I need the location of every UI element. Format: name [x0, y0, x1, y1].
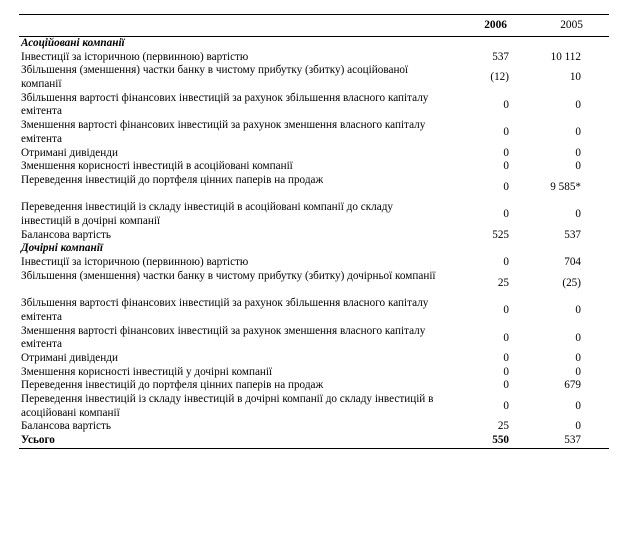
value-2006: 0: [503, 146, 509, 159]
value-2005: 0: [575, 304, 581, 317]
value-2006: 537: [492, 50, 509, 63]
row-label: Зменшення вартості фінансових інвестицій за рахунок зменшення власного капіталу емітента: [21, 324, 426, 351]
row-label: Збільшення (зменшення) частки банку в чистому прибутку (збитку) дочірньої компанії: [21, 269, 436, 282]
row-label: Балансова вартість: [21, 228, 111, 241]
value-2006: 0: [503, 304, 509, 317]
table-row: [19, 51, 609, 65]
value-2006: 0: [503, 256, 509, 269]
table-row: [19, 174, 609, 202]
section-title: Дочірні компанії: [21, 242, 103, 255]
row-label: Зменшення корисності інвестицій в асоційовані компанії: [21, 160, 293, 173]
value-2006: 0: [503, 98, 509, 111]
value-2005: 704: [564, 256, 581, 269]
table-row: [19, 366, 609, 380]
row-label: Переведення інвестицій із складу інвестицій в дочірні компанії до складу інвестицій в асоційовані компанії: [21, 392, 434, 419]
value-2005: 10: [569, 71, 581, 84]
value-2005: 0: [575, 331, 581, 344]
value-2005: (25): [562, 276, 581, 289]
table-row: [19, 201, 609, 229]
value-2006: 0: [503, 331, 509, 344]
value-2005: 679: [564, 379, 581, 392]
table-row: [19, 379, 609, 393]
value-2005: 0: [575, 126, 581, 139]
value-2006: 0: [503, 126, 509, 139]
table-row: [19, 270, 609, 298]
value-2006: 0: [503, 365, 509, 378]
table-row: [19, 393, 609, 421]
row-label: Збільшення (зменшення) частки банку в чистому прибутку (збитку) асоційованої компанії: [21, 64, 409, 90]
row-label: Переведення інвестицій до портфеля цінних паперів на продаж: [21, 173, 324, 186]
row-label: Зменшення вартості фінансових інвестицій за рахунок зменшення власного капіталу емітента: [21, 119, 426, 145]
investments-table-document: [19, 14, 609, 449]
value-2006: 0: [503, 352, 509, 365]
row-label: Інвестиції за історичною (первинною) вартістю: [21, 50, 249, 63]
table-row: [19, 420, 609, 434]
table-row: [19, 325, 609, 353]
investments-table: [19, 14, 609, 449]
table-row: [19, 256, 609, 270]
value-2005: 537: [564, 228, 581, 241]
total-value-2006: 550: [445, 434, 517, 448]
table-row: [19, 160, 609, 174]
table-row: [19, 297, 609, 325]
row-label: Переведення інвестицій до портфеля цінних паперів на продаж: [21, 379, 324, 392]
header-year-2006: 2006: [445, 15, 517, 37]
value-2005: 0: [575, 98, 581, 111]
value-2006: 0: [503, 160, 509, 173]
row-label: Переведення інвестицій із складу інвестицій в асоційовані компанії до складу інвестицій в дочірні компанії: [21, 201, 393, 227]
value-2005: 0: [575, 399, 581, 412]
table-row: [19, 147, 609, 161]
table-row: [19, 64, 609, 92]
value-2005: 0: [575, 208, 581, 221]
table-row: [19, 92, 609, 120]
value-2006: 0: [503, 208, 509, 221]
value-2005: 10 112: [550, 50, 581, 63]
value-2005: 0: [575, 160, 581, 173]
header-year-2005: 2005: [517, 15, 609, 37]
section-title: Асоційовані компанії: [21, 37, 125, 49]
row-label: Збільшення вартості фінансових інвестицій за рахунок збільшення власного капіталу емітента: [21, 91, 429, 118]
value-2006: 0: [503, 379, 509, 392]
value-2006: 525: [492, 228, 509, 241]
value-2006: 0: [503, 180, 509, 193]
row-label: Балансова вартість: [21, 420, 111, 433]
section-header-subsidiaries: [19, 242, 609, 256]
value-2005: 0: [575, 365, 581, 378]
row-label: Збільшення вартості фінансових інвестицій за рахунок збільшення власного капіталу емітента: [21, 297, 429, 323]
value-2006: 25: [497, 276, 509, 289]
header-label-cell: [19, 15, 445, 37]
row-label: Інвестиції за історичною (первинною) вартістю: [21, 256, 249, 269]
table-header-row: [19, 15, 609, 37]
section-header-associates: [19, 37, 609, 51]
value-2006: 25: [497, 420, 509, 433]
table-row: [19, 352, 609, 366]
value-2005: 0: [575, 420, 581, 433]
table-row: [19, 119, 609, 147]
table-row: [19, 229, 609, 243]
value-2005: 9 585*: [550, 180, 581, 193]
row-label: Зменшення корисності інвестицій у дочірні компанії: [21, 365, 273, 378]
total-row: [19, 434, 609, 448]
value-2005: 0: [575, 146, 581, 159]
total-value-2005: 537: [517, 434, 609, 448]
value-2006: (12): [490, 71, 509, 84]
total-label: Усього: [19, 434, 445, 448]
row-label: Отримані дивіденди: [21, 352, 118, 365]
row-label: Отримані дивіденди: [21, 146, 118, 159]
value-2006: 0: [503, 399, 509, 412]
value-2005: 0: [575, 352, 581, 365]
